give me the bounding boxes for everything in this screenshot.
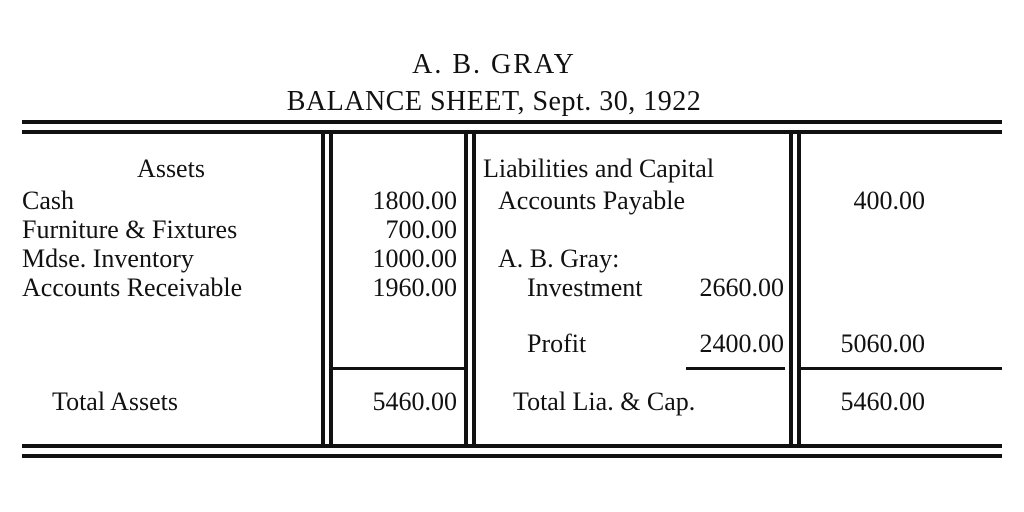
accounts-payable-label: Accounts Payable	[498, 186, 686, 215]
asset-label-receivable: Accounts Receivable	[22, 273, 243, 302]
capital-total-amount: 5060.00	[840, 329, 925, 358]
top-double-rule-upper	[22, 120, 1002, 124]
investment-amount: 2660.00	[699, 273, 784, 302]
document-subtitle: BALANCE SHEET, Sept. 30, 1922	[286, 86, 702, 117]
asset-amount-inventory: 1000.00	[372, 244, 457, 273]
bottom-double-rule-upper	[22, 444, 1002, 448]
total-assets-amount: 5460.00	[372, 387, 457, 416]
investment-label: Investment	[527, 273, 643, 302]
bottom-double-rule-lower	[22, 454, 1002, 458]
profit-underline-rule	[686, 367, 785, 370]
column-divider-2b	[472, 132, 476, 446]
asset-amount-furniture: 700.00	[385, 215, 457, 244]
total-assets-label: Total Assets	[52, 387, 179, 416]
liabilities-header: Liabilities and Capital	[483, 154, 715, 183]
column-divider-2a	[464, 132, 468, 446]
asset-amount-cash: 1800.00	[372, 186, 457, 215]
column-divider-3a	[789, 132, 793, 446]
profit-amount: 2400.00	[699, 329, 784, 358]
accounts-payable-amount: 400.00	[853, 186, 925, 215]
owner-label: A. B. Gray:	[498, 244, 620, 273]
column-divider-1a	[321, 132, 325, 446]
liabilities-total-rule	[801, 367, 1002, 370]
asset-label-inventory: Mdse. Inventory	[22, 244, 194, 273]
total-liabilities-amount: 5460.00	[840, 387, 925, 416]
document-title: A. B. GRAY	[412, 49, 576, 80]
assets-total-rule	[333, 367, 464, 370]
top-double-rule-lower	[22, 130, 1002, 134]
asset-amount-receivable: 1960.00	[372, 273, 457, 302]
total-liabilities-label: Total Lia. & Cap.	[513, 387, 696, 416]
profit-label: Profit	[527, 329, 587, 358]
asset-label-cash: Cash	[22, 186, 74, 215]
asset-label-furniture: Furniture & Fixtures	[22, 215, 238, 244]
assets-header: Assets	[137, 154, 205, 183]
